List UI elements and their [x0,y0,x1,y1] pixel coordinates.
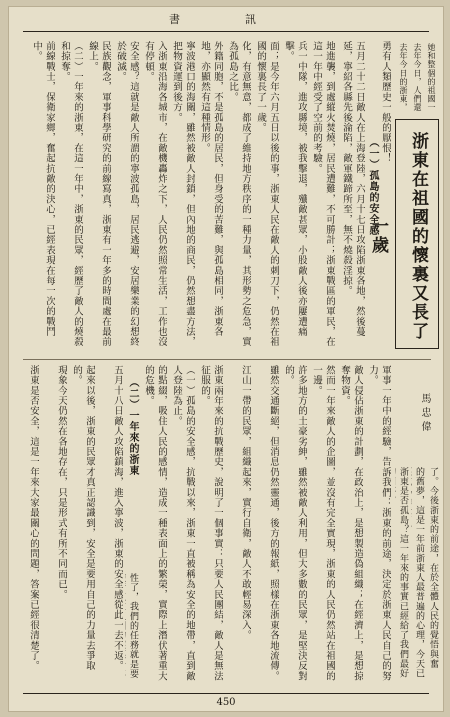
text-column-17: 許多地方的土豪劣紳，雖然被敵人利用，但大多數的民眾，是堅決反對的。 [283,365,307,682]
text-column-14: 軍事一年中的經驗，告訴我們：浙東的前途，決定於浙東人民自己的努力。 [367,365,391,682]
text-column-15: 敵人侵佔浙東的計劃，在政治上，是想製造偽組織；在經濟上，是想掠奪物資。 [339,365,363,682]
footer-rule [23,693,429,694]
text-column-28: 的舊夢，這是一年前浙東人最普遍的心理，今天已 [414,467,424,679]
text-column-18: 雖然交通斷絕，但消息仍然靈通，後方的報紙，照樣在浙東各地流傳。 [268,365,279,682]
text-column-31: 去年今日，人們還 [413,43,422,112]
text-column-8: 寧波港口的海關，雖然被敵人封鎖，但內地的商民，仍然想盡方法，把物資運到後方。 [171,41,195,347]
text-column-5: 面；是今年六月五日以後的事，浙東人民在敵人的刺刀下，仍然在祖國的懷裏長了一歲。 [255,41,279,347]
page-header [9,7,443,29]
text-column-9: 入浙東沿海各城市，在敵機轟炸之下，人民仍然照常生活，工作也沒有停頓。 [143,41,167,347]
text-column-1: 勇有人類歷史一般的厭恨！ [380,41,391,164]
header-rule [23,31,429,32]
text-column-12: （二）一年來的浙東，在這一年中，浙東的民眾，經歷了敵人的燒殺和掠奪。 [59,41,83,347]
text-column-10: 安全感？這就是敵人所謂的寧波孤島，居民逃避，安居樂業的幻想終於破滅。 [115,41,139,347]
text-column-23: 五月十八日敵人攻陷鎮海，進入寧波，浙東的安全感從此一去不返。 [112,365,123,671]
header-right-char: 訊 [245,13,262,26]
text-column-16: 然而一年來敵人的企圖，並沒有完全實現，浙東的人民仍然站在祖國的一邊。 [311,365,335,682]
document-page [8,6,444,712]
text-column-33: 性了，我們的任務就是要 [128,573,138,679]
text-column-19: 江山一帶的民眾，組織起來，實行自衛，敵人不敢輕易深入。 [240,365,251,641]
text-column-21: （一）孤島的安全感，抗戰以來，浙東一直被稱為安全的地帶，直到敵人登陸為止。 [171,365,195,682]
text-column-27: 浙東是否孤島？這一年來的事實已經給了我們最好 [398,467,408,679]
article-author: 馬忠偉 [419,393,430,435]
article-title: 浙東在祖國的懷裏又長了一歲 [368,131,428,341]
text-column-13: 前線戰士，保衛家鄉，奮起抗敵的決心，已經表現在每一次的戰鬥中。 [31,41,55,337]
header-left-char: 書 [169,13,186,26]
text-column-11: 民族觀念，軍事科學研究的前線寫真，浙東有一年多的時間處在最前線上。 [87,41,111,347]
section-divider [23,359,431,360]
text-column-29: 了。今後浙東的前途，在於全體人民的覺悟與奮 [428,467,438,669]
page-footer [9,697,443,712]
text-column-4: 兵一中隊，進攻縣境，被我擊退，殲敵甚眾，小股敵人後亦屢遭痛擊。 [283,41,307,337]
subheading-1: （一）孤島的安全感 [367,137,378,236]
text-column-25: 現象今天仍然在各地存在，只是形式有所不同而已。 [56,365,67,600]
text-column-30: 去年今日的浙東， [399,43,408,112]
text-column-7: 外籍同胞，不是孤島的居民，但身受的苦難，與孤島相同，浙東各地，亦顯然有這種情形。 [199,41,223,337]
text-column-6: 化，有意無意，都成了維持地方秩序的一種力量，其形勢之危急，實為孤島之比。 [227,41,251,347]
text-column-22: 的點綴，吸住人民的感情，造成一種表面上的繁榮，實際上潛伏著重大的危機。 [143,365,167,682]
subheading-2: （二）一年來的浙東 [127,377,138,476]
text-column-24: 起來以後，浙東的民眾才真正認識到，安全是要用自己的力量去爭取的。 [71,365,95,671]
text-column-32: 她和整個的祖國一 [427,43,436,112]
page-number: 450 [216,697,236,708]
text-column-26: 浙東是否安全，這是一年來大家最關心的問題，答案已經很清楚了。 [28,365,39,671]
text-column-20: 浙東兩年來的抗戰歷史，說明了一個事實：只要人民團結，敵人是無法征服的。 [199,365,223,682]
text-column-3: 地進襲，到處縱火焚燒，居民遭難，不可勝計；浙東戰區的軍民，在這一年中經受了空前的考驗。 [311,41,335,347]
text-column-2: 五月二十二日敵人在上海登陸，六月十七日攻陷浙東各地，然後蔓延，寧紹各縣先後淪陷，敵軍鐵蹄所至，無不燒殺淫掠。 [341,41,365,337]
